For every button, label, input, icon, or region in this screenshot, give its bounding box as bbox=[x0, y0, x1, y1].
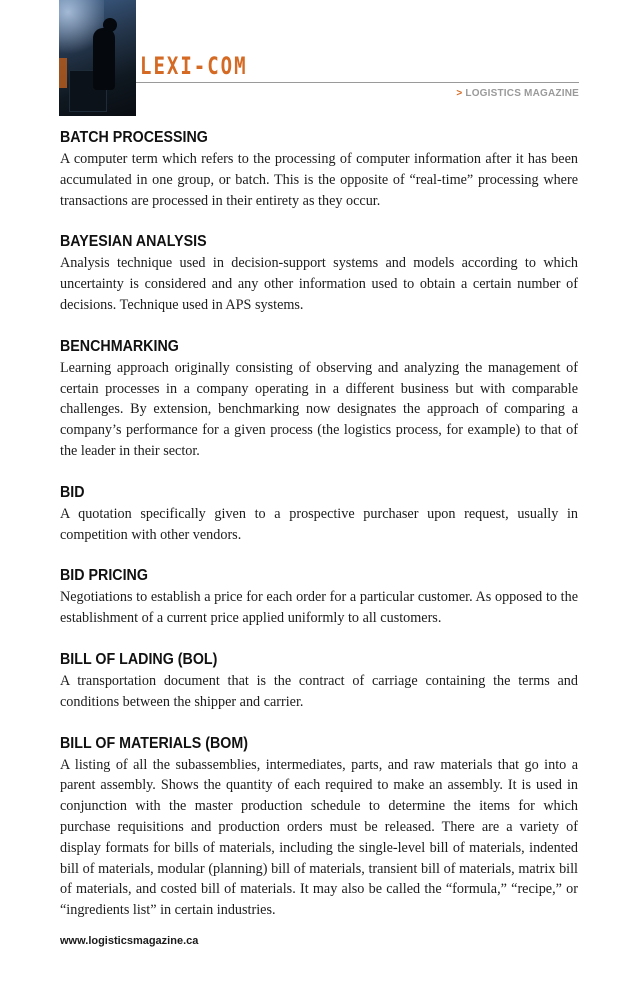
entry-definition: Analysis technique used in decision-support systems and models according to which uncertainty is considered and any other information used to obtain a certain number of decisions. Technique used in APS systems. bbox=[60, 255, 578, 313]
entry-term: BATCH PROCESSING bbox=[60, 129, 208, 146]
footer-url-link[interactable]: www.logisticsmagazine.ca bbox=[60, 935, 199, 947]
glossary-entry bbox=[60, 650, 578, 713]
glossary bbox=[60, 128, 578, 942]
entry-definition: Learning approach originally consisting of observing and analyzing the management of certain processes in a company operating in a different business but with comparable challenges. By extension, benchmarking now designates the approach of comparing a company’s performance for a given process (the logistics process, for example) to that of the leader in their sector. bbox=[60, 359, 578, 459]
entry-definition: A quotation specifically given to a prospective purchaser upon request, usually in competition with other vendors. bbox=[60, 505, 578, 543]
entry-term: BID PRICING bbox=[60, 567, 148, 585]
entry-term: BILL OF LADING (BOL) bbox=[60, 650, 218, 668]
glossary-entry bbox=[60, 483, 578, 546]
entry-definition: Negotiations to establish a price for each order for a particular customer. As opposed to the establishment of a current price applied uniformly to all customers. bbox=[60, 589, 578, 627]
entry-definition: A computer term which refers to the processing of computer information after it has been accumulated in one group, or batch. This is the opposite of “real-time” processing where transactions are processed in their entirety as they occur. bbox=[60, 151, 578, 209]
glossary-entry bbox=[60, 232, 578, 315]
section-label: LOGISTICS MAGAZINE bbox=[465, 88, 579, 99]
entry-term: BILL OF MATERIALS (BOM) bbox=[60, 734, 249, 752]
glossary-entry bbox=[60, 566, 578, 629]
section-tag bbox=[456, 88, 579, 99]
entry-term: BID bbox=[60, 483, 85, 501]
entry-term: BENCHMARKING bbox=[60, 337, 179, 355]
glossary-entry bbox=[60, 128, 578, 211]
entry-term: BAYESIAN ANALYSIS bbox=[60, 233, 207, 251]
header-photo bbox=[59, 0, 136, 116]
glossary-entry bbox=[60, 734, 578, 921]
header-rule bbox=[136, 82, 579, 83]
section-arrow-icon: > bbox=[456, 88, 463, 99]
glossary-entry bbox=[60, 337, 578, 462]
entry-definition: A transportation document that is the contract of carriage containing the terms and conditions between the shipper and carrier. bbox=[60, 672, 578, 710]
entry-definition: A listing of all the subassemblies, intermediates, parts, and raw materials that go into a parent assembly. Shows the quantity of each required to make an assembly. It is used in conjunction with the master production schedule to determine the items for which purchase requisitions and production orders must be released. There are a variety of display formats for bills of materials, including the single-level bill of materials, indented bill of materials, modular (planning) bill of materials, transient bill of materials, matrix bill of materials, and costed bill of materials. It may also be called the “formula,” “recipe,” or “ingredients list” in certain industries. bbox=[60, 756, 578, 919]
lexicom-logo: LEXI-COM bbox=[140, 52, 248, 80]
